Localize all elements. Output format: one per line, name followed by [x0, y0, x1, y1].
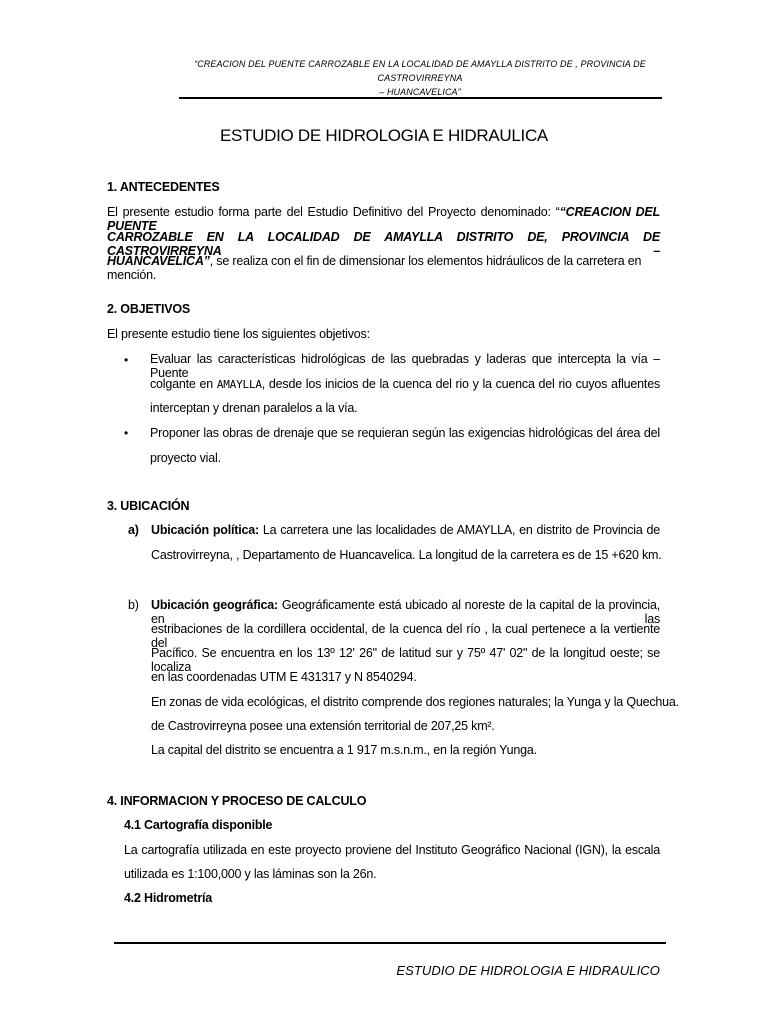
header-rule	[179, 97, 662, 99]
antecedentes-text-end: , se realiza con el fin de dimensionar los elementos hidráulicos de la carretera en mención.	[107, 254, 642, 282]
ubicacion-geografica-line-3: Pacífico. Se encuentra en los 13º 12' 26" de latitud sur y 75º 47' 02" de la longitud oeste; se localiza	[151, 646, 660, 674]
ubicacion-geografica-line-7: La capital del distrito se encuentra a 1 917 m.s.n.m., en la región Yunga.	[151, 743, 537, 757]
subsection-hidrometria: 4.2 Hidrometría	[124, 891, 213, 905]
item-label-b: b)	[128, 598, 139, 612]
subsection-cartografia: 4.1 Cartografía disponible	[124, 818, 273, 832]
project-name: “CREACION DEL PUENTE	[107, 205, 661, 233]
objetivo-1-line-3: interceptan y drenan paralelos a la vía.	[150, 401, 358, 415]
ubicacion-geografica-title: Ubicación geográfica:	[151, 598, 278, 612]
objetivo-1-text: colgante en	[150, 377, 217, 391]
section-heading-ubicacion: 3. UBICACIÓN	[107, 499, 190, 513]
ubicacion-geografica-text: Geográficamente está ubicado al noreste de la capital de la provincia, en las	[151, 598, 660, 626]
ubicacion-politica-line-2: Castrovirreyna, , Departamento de Huancavelica. La longitud de la carretera es de 15 +620 km.	[151, 548, 662, 562]
objetivo-2-line-1: Proponer las obras de drenaje que se requieran según las exigencias hidrológicas del área del	[150, 426, 660, 440]
objetivo-1-line-2	[150, 377, 660, 391]
objetivo-1-line-1: Evaluar las características hidrológicas de las quebradas y laderas que intercepta la vía – Puente	[150, 352, 660, 380]
locality-name: AMAYLLA	[216, 378, 262, 391]
objetivo-2-line-2: proyecto vial.	[150, 451, 221, 465]
ubicacion-geografica-line-4: en las coordenadas UTM E 431317 y N 8540294.	[151, 670, 417, 684]
section-heading-informacion: 4. INFORMACION Y PROCESO DE CALCULO	[107, 794, 367, 808]
item-label-a: a)	[128, 523, 139, 537]
antecedentes-line-1	[107, 205, 660, 233]
ubicacion-politica-line-1	[151, 523, 660, 537]
objetivos-intro: El presente estudio tiene los siguientes objetivos:	[107, 327, 370, 341]
project-name-end: HUANCAVELICA”	[107, 254, 210, 268]
cartografia-line-1: La cartografía utilizada en este proyecto proviene del Instituto Geográfico Nacional (IGN), la escala	[124, 843, 660, 857]
ubicacion-politica-title: Ubicación política:	[151, 523, 259, 537]
ubicacion-geografica-line-5: En zonas de vida ecológicas, el distrito comprende dos regiones naturales; la Yunga y la Quechua.	[151, 695, 679, 709]
header-line-1: “CREACION DEL PUENTE CARROZABLE EN LA LOCALIDAD DE AMAYLLA DISTRITO DE , PROVINCIA DE CASTROVIRREYNA	[194, 59, 646, 83]
antecedentes-line-3	[107, 254, 660, 282]
footer-rule	[114, 942, 666, 944]
running-footer: ESTUDIO DE HIDROLOGIA E HIDRAULICO	[396, 963, 660, 978]
document-title: ESTUDIO DE HIDROLOGIA E HIDRAULICA	[220, 126, 548, 145]
bullet-icon: •	[124, 353, 129, 367]
ubicacion-politica-text: La carretera une las localidades de AMAYLLA, en distrito de Provincia de	[258, 523, 660, 537]
ubicacion-geografica-line-6: de Castrovirreyna posee una extensión territorial de 207,25 km².	[151, 719, 495, 733]
antecedentes-text: El presente estudio forma parte del Estudio Definitivo del Proyecto denominado: “	[107, 205, 560, 219]
ubicacion-geografica-line-2: estribaciones de la cordillera occidental, de la cuenca del río , la cual pertenece a la vertiente del	[151, 622, 660, 650]
cartografia-line-2: utilizada es 1:100,000 y las láminas son la 26n.	[124, 867, 377, 881]
antecedentes-line-2: CARROZABLE EN LA LOCALIDAD DE AMAYLLA DISTRITO DE, PROVINCIA DE CASTROVIRREYNA –	[107, 230, 660, 258]
bullet-icon: •	[124, 426, 129, 440]
running-header	[170, 57, 670, 99]
header-line-2: – HUANCAVELICA”	[379, 87, 461, 97]
objetivo-1-text-cont: , desde los inicios de la cuenca del rio y la cuenca del rio cuyos afluentes	[261, 377, 660, 391]
section-heading-antecedentes: 1. ANTECEDENTES	[107, 180, 220, 194]
section-heading-objetivos: 2. OBJETIVOS	[107, 302, 191, 316]
